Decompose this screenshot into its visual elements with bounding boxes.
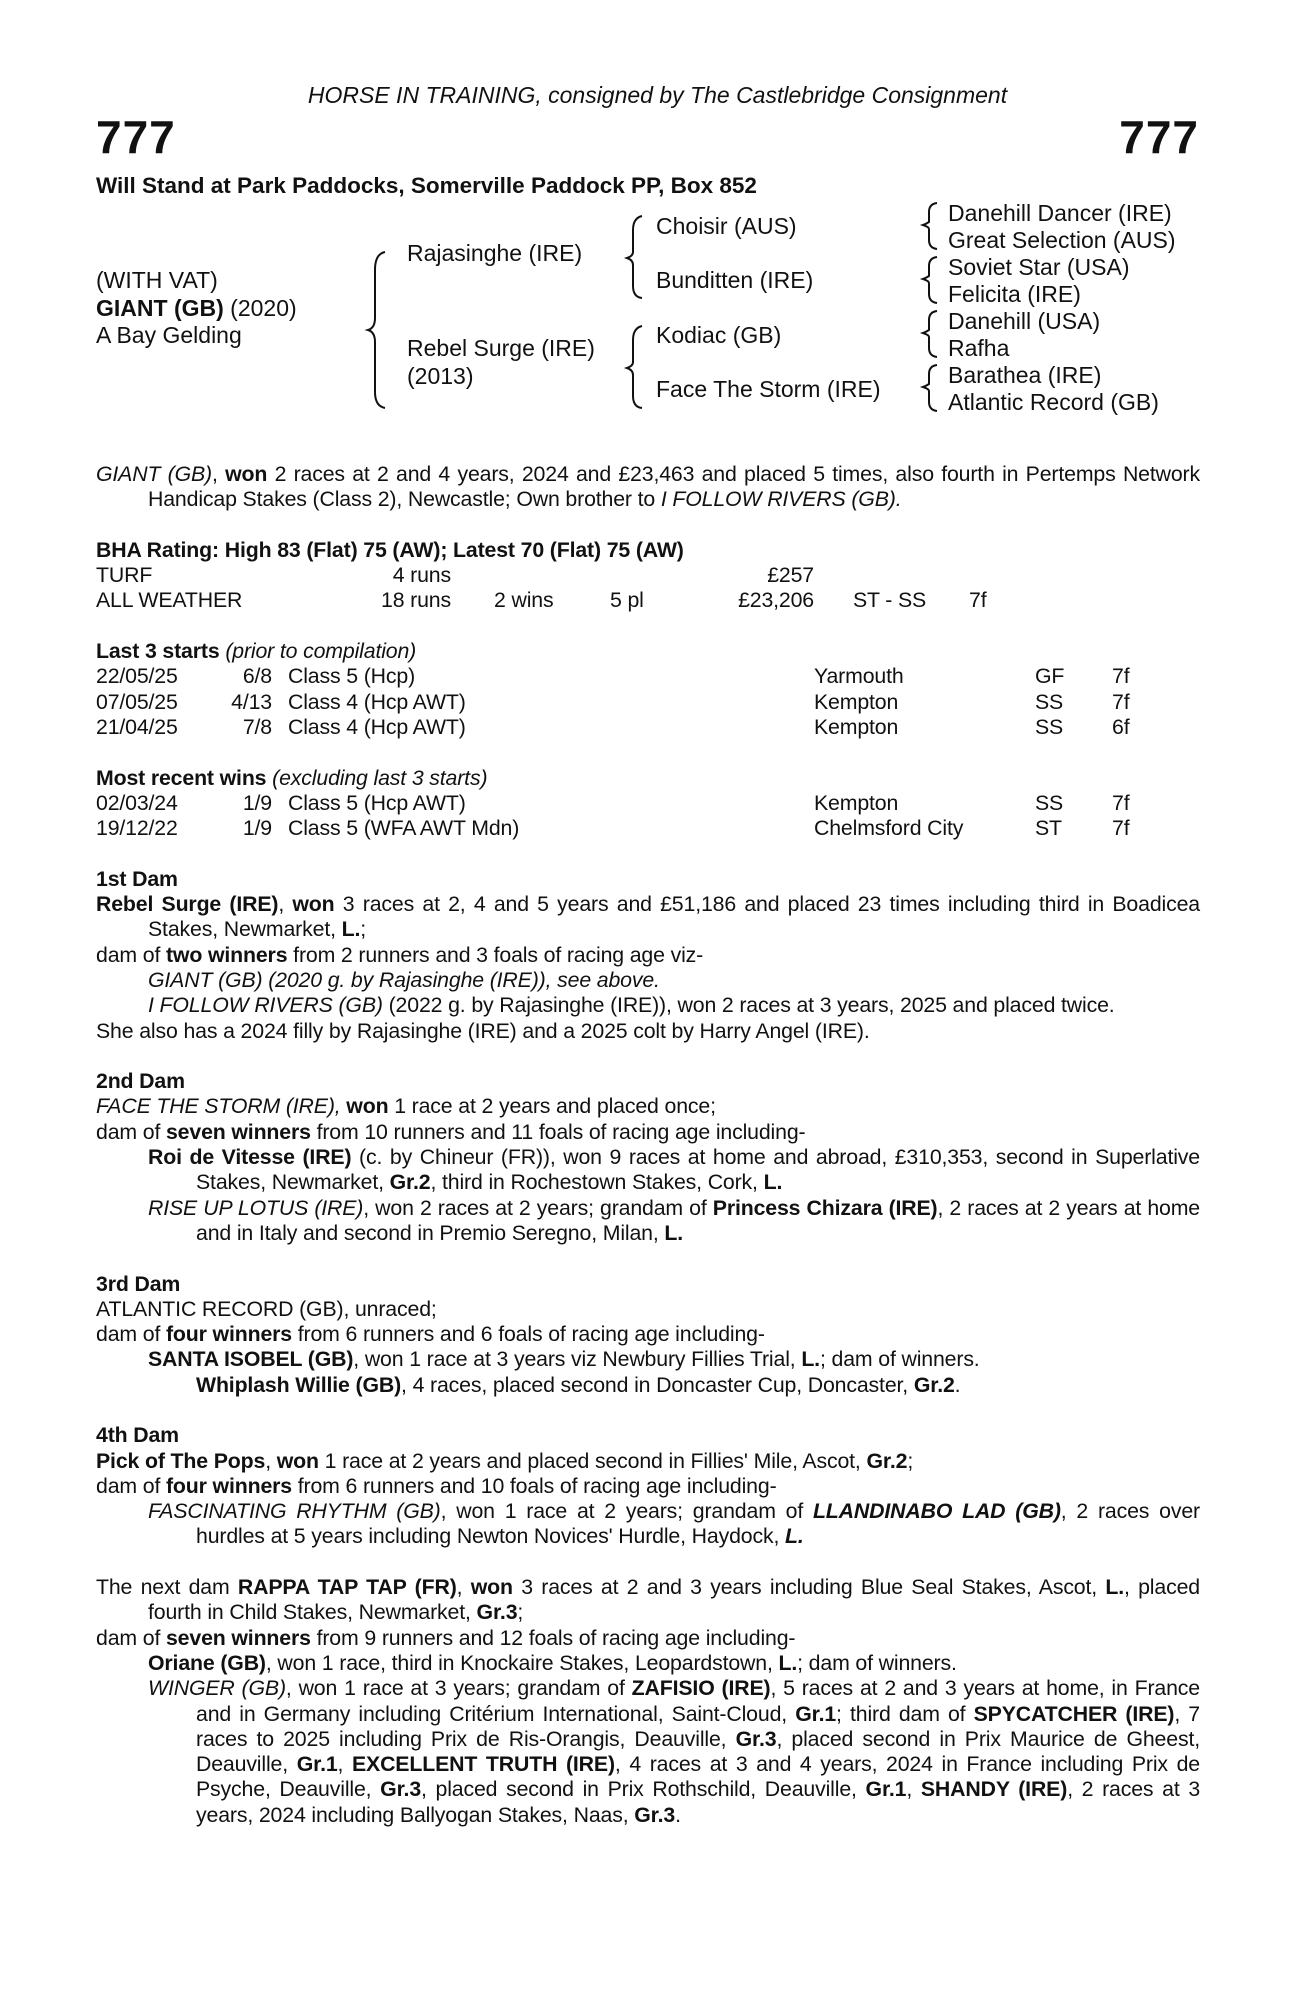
text-run: , won 1 race at 2 years; grandam of xyxy=(440,1499,813,1524)
text-run: won xyxy=(470,1575,513,1600)
result-pos: 4/13 xyxy=(231,689,272,714)
result-dist: 6f xyxy=(1112,714,1130,739)
text-run: Gr.1 xyxy=(795,1701,837,1726)
result-race: Class 5 (Hcp) xyxy=(288,664,416,689)
runs: 4 runs xyxy=(392,563,451,588)
lot-number-left: 777 xyxy=(96,111,176,163)
brace-sire xyxy=(627,216,642,298)
grandparent: Choisir (AUS) xyxy=(656,213,797,239)
result-dist: 7f xyxy=(1112,664,1130,689)
dam-section xyxy=(96,1575,1200,1828)
placed: 5 pl xyxy=(610,588,644,613)
result-pos: 6/8 xyxy=(242,664,272,689)
text-run: Gr.1 xyxy=(296,1752,338,1777)
dam-sections xyxy=(96,867,1200,1828)
race-summary xyxy=(96,462,1200,513)
text-run: (2022 g. by Rajasinghe (IRE)), won 2 races at 3 years, 2025 and placed twice. xyxy=(382,993,1115,1018)
text-run: , won 2 races at 2 years; grandam of xyxy=(363,1195,713,1220)
text-run: , 4 races, placed second in Doncaster Cup, Doncaster, xyxy=(401,1372,914,1397)
stabling-location: Will Stand at Park Paddocks, Somerville Paddock PP, Box 852 xyxy=(96,173,757,198)
last-starts-note: (prior to compilation) xyxy=(225,639,417,664)
dam-section xyxy=(96,1423,1200,1549)
text-run: . xyxy=(954,1372,961,1397)
text-run: L. xyxy=(785,1524,804,1549)
dam-section-title: 2nd Dam xyxy=(96,1069,185,1094)
recent-wins-note: (excluding last 3 starts) xyxy=(272,765,488,790)
lot-number-right: 777 xyxy=(1119,111,1199,163)
grandparent: Face The Storm (IRE) xyxy=(656,376,881,402)
text-run: Gr.3 xyxy=(634,1802,676,1827)
text-run: won xyxy=(276,1448,319,1473)
text-run: ; xyxy=(360,917,367,942)
text-run: 3 races at 2 and 3 years including Blue Seal Stakes, Ascot, xyxy=(512,1575,1106,1600)
text-run: dam of xyxy=(96,1119,166,1144)
text-run: seven winners xyxy=(165,1625,311,1650)
result-course: Kempton xyxy=(814,714,899,739)
result-going: SS xyxy=(1035,714,1064,739)
text-run: She also has a 2024 filly by Rajasinghe (IRE) and a 2025 colt by Harry Angel (IRE). xyxy=(96,1018,870,1043)
text-run: Gr.3 xyxy=(735,1726,777,1751)
grandparent: Bunditten (IRE) xyxy=(656,267,814,293)
text-run: SHANDY (IRE) xyxy=(920,1777,1068,1802)
text-run: , 7 races to 2025 including Prix de Ris-Orangis, Deauville, xyxy=(196,1701,1200,1751)
dam-section-title: 4th Dam xyxy=(96,1423,179,1448)
produce-record xyxy=(96,1449,1200,1474)
bha-rating: BHA Rating: High 83 (Flat) 75 (AW); Latest 70 (Flat) 75 (AW) xyxy=(96,537,684,562)
text-run: Gr.3 xyxy=(380,1777,422,1802)
text-run: two winners xyxy=(165,942,288,967)
text-run: ; xyxy=(907,1448,914,1473)
text-run: Rebel Surge (IRE) xyxy=(96,892,279,917)
text-run: , xyxy=(906,1777,921,1802)
text-run: 1 race at 2 years and placed second in Fillies' Mile, Ascot, xyxy=(318,1448,867,1473)
text-run: ; dam of winners. xyxy=(797,1650,957,1675)
result-date: 02/03/24 xyxy=(96,790,178,815)
result-going: SS xyxy=(1035,689,1064,714)
distance: 7f xyxy=(969,588,987,613)
result-date: 22/05/25 xyxy=(96,664,178,689)
vat-note: (WITH VAT) xyxy=(96,267,218,293)
catalogue-body xyxy=(96,462,1200,1828)
text-run: from 10 runners and 11 foals of racing age including- xyxy=(310,1119,806,1144)
text-run: (c. by Chineur (FR)), won 9 races at home and abroad, £310,353, second in Superlative Stakes, Newmarket, xyxy=(196,1145,1200,1195)
great-grandparent: Danehill Dancer (IRE) xyxy=(948,200,1172,226)
last-starts-heading xyxy=(96,639,1200,664)
recent-wins-table xyxy=(96,791,1200,842)
result-course: Yarmouth xyxy=(814,664,904,689)
brace-main xyxy=(368,252,385,408)
dam-section-title: 3rd Dam xyxy=(96,1271,181,1296)
result-row xyxy=(96,791,1200,816)
race-record-table xyxy=(96,563,1200,614)
produce-record xyxy=(96,1575,1200,1626)
text-run: Whiplash Willie (GB) xyxy=(196,1372,402,1397)
text-run: , third in Rochestown Stakes, Cork, xyxy=(430,1170,764,1195)
produce-record xyxy=(96,1120,1200,1145)
text-run: Gr.2 xyxy=(866,1448,908,1473)
text-run: The next dam xyxy=(96,1575,238,1600)
produce-record xyxy=(96,1145,1200,1196)
dam-section xyxy=(96,867,1200,1044)
text-run: GIANT (GB) xyxy=(96,462,213,486)
text-run: won xyxy=(225,462,268,486)
horse-name-line xyxy=(96,295,297,321)
dam-section-title: 1st Dam xyxy=(96,866,178,891)
prize-money: £257 xyxy=(767,563,814,588)
text-run: , xyxy=(278,892,293,917)
result-going: ST xyxy=(1035,816,1062,841)
result-dist: 7f xyxy=(1112,689,1130,714)
horse-name: GIANT (GB) xyxy=(96,295,224,321)
result-pos: 1/9 xyxy=(242,816,272,841)
text-run: won xyxy=(340,1094,389,1119)
great-grandparent: Atlantic Record (GB) xyxy=(948,389,1159,415)
result-row xyxy=(96,664,1200,689)
produce-record xyxy=(96,1474,1200,1499)
produce-record xyxy=(96,1651,1200,1676)
text-run: SPYCATCHER (IRE) xyxy=(973,1701,1175,1726)
surface: TURF xyxy=(96,563,153,588)
text-run: four winners xyxy=(165,1473,292,1498)
text-run: from 9 runners and 12 foals of racing age including- xyxy=(310,1625,796,1650)
great-grandparent: Great Selection (AUS) xyxy=(948,227,1176,253)
produce-record xyxy=(96,993,1200,1018)
text-run: I FOLLOW RIVERS (GB). xyxy=(660,487,902,512)
wins: 2 wins xyxy=(494,588,554,613)
runs: 18 runs xyxy=(381,588,451,613)
text-run: dam of xyxy=(96,1322,166,1347)
result-going: GF xyxy=(1035,664,1065,689)
result-race: Class 4 (Hcp AWT) xyxy=(288,714,466,739)
produce-record xyxy=(96,943,1200,968)
text-run: , won 1 race at 3 years viz Newbury Fillies Trial, xyxy=(353,1347,802,1372)
text-run: from 6 runners and 6 foals of racing age including- xyxy=(291,1322,765,1347)
text-run: ATLANTIC RECORD (GB), unraced; xyxy=(96,1296,437,1321)
text-run: RISE UP LOTUS (IRE) xyxy=(148,1195,364,1220)
text-run: ; xyxy=(517,1600,524,1625)
text-run: , won 1 race, third in Knockaire Stakes, Leopardstown, xyxy=(265,1650,779,1675)
text-run: 2 races at 2 and 4 years, 2024 and £23,463 and placed 5 times, also fourth in Pertemps Network Handicap Stakes (Class 2), Newcastle; Own brother to xyxy=(148,462,1200,512)
text-run: RAPPA TAP TAP (FR) xyxy=(237,1575,457,1600)
text-run: , placed second in Prix Rothschild, Deauville, xyxy=(421,1777,866,1802)
text-run: Roi de Vitesse (IRE) xyxy=(148,1145,352,1170)
text-run: dam of xyxy=(96,1625,166,1650)
great-grandparent: Danehill (USA) xyxy=(948,308,1101,334)
result-row xyxy=(96,816,1200,841)
result-pos: 7/8 xyxy=(242,714,272,739)
text-run: 1 race at 2 years and placed once; xyxy=(388,1094,716,1119)
result-row xyxy=(96,715,1200,740)
text-run: WINGER (GB) xyxy=(148,1676,286,1701)
result-row xyxy=(96,690,1200,715)
text-run: , xyxy=(212,462,226,486)
text-run: Gr.2 xyxy=(389,1170,431,1195)
text-run: FACE THE STORM (IRE), xyxy=(96,1094,341,1119)
text-run: , 2 races at 3 years, 2024 including Ballyogan Stakes, Naas, xyxy=(196,1777,1201,1827)
great-grandparent: Barathea (IRE) xyxy=(948,362,1102,388)
text-run: Oriane (GB) xyxy=(148,1650,266,1675)
text-run: I FOLLOW RIVERS (GB) xyxy=(148,993,383,1018)
surface: ALL WEATHER xyxy=(96,588,243,613)
produce-record xyxy=(96,1347,1200,1372)
consignment-header: HORSE IN TRAINING, consigned by The Castlebridge Consignment xyxy=(307,82,1008,108)
text-run: ZAFISIO (IRE) xyxy=(631,1676,771,1701)
brace-gg2 xyxy=(923,257,937,303)
result-course: Chelmsford City xyxy=(814,816,964,841)
dam: Rebel Surge (IRE) xyxy=(407,335,595,361)
text-run: Princess Chizara (IRE) xyxy=(712,1195,938,1220)
result-course: Kempton xyxy=(814,790,899,815)
text-run: , 2 races at 2 years at home and in Italy and second in Premio Seregno, Milan, xyxy=(196,1195,1201,1245)
result-date: 07/05/25 xyxy=(96,689,178,714)
text-run: seven winners xyxy=(165,1119,311,1144)
dam-year: (2013) xyxy=(407,363,474,389)
text-run: ; dam of winners. xyxy=(819,1347,980,1372)
produce-record xyxy=(96,1196,1200,1247)
text-run: , placed second in Prix Maurice de Gheest, Deauville, xyxy=(196,1726,1200,1777)
text-run: L. xyxy=(341,917,361,942)
produce-record xyxy=(96,968,1200,993)
text-run: FASCINATING RHYTHM (GB) xyxy=(148,1499,441,1524)
produce-record xyxy=(96,892,1200,943)
text-run: L. xyxy=(1105,1575,1125,1600)
brace-dam xyxy=(627,326,642,408)
recent-wins-title: Most recent wins xyxy=(96,765,267,790)
great-grandparent: Rafha xyxy=(948,335,1010,361)
text-run: L. xyxy=(778,1650,798,1675)
text-run: (2020 g. by Rajasinghe (IRE)), see above. xyxy=(262,967,660,992)
result-dist: 7f xyxy=(1112,790,1130,815)
produce-record xyxy=(96,1676,1200,1828)
text-run: ; third dam of xyxy=(836,1701,974,1726)
brace-gg3 xyxy=(923,311,937,357)
text-run: EXCELLENT TRUTH (IRE) xyxy=(351,1752,615,1777)
result-date: 19/12/22 xyxy=(96,816,178,841)
text-run: Gr.2 xyxy=(913,1372,955,1397)
result-dist: 7f xyxy=(1112,816,1130,841)
text-run: Pick of The Pops xyxy=(96,1448,266,1473)
brace-gg1 xyxy=(923,203,937,249)
great-grandparent: Felicita (IRE) xyxy=(948,281,1081,307)
text-run: from 2 runners and 3 foals of racing age viz- xyxy=(287,942,704,967)
result-date: 21/04/25 xyxy=(96,714,178,739)
record-row xyxy=(96,588,1200,613)
sire: Rajasinghe (IRE) xyxy=(407,240,583,266)
text-run: won xyxy=(292,892,335,917)
text-run: 3 races at 2, 4 and 5 years and £51,186 and placed 23 times including third in Boadicea Stakes, Newmarket, xyxy=(148,892,1200,942)
text-run: GIANT (GB) xyxy=(148,967,263,992)
foaling-year: (2020) xyxy=(230,295,297,321)
produce-record xyxy=(96,1626,1200,1651)
result-race: Class 5 (Hcp AWT) xyxy=(288,790,466,815)
text-run: . xyxy=(675,1802,681,1827)
text-run: dam of xyxy=(96,942,166,967)
text-run: dam of xyxy=(96,1473,166,1498)
produce-record xyxy=(96,1297,1200,1322)
horse-description: A Bay Gelding xyxy=(96,322,242,348)
text-run: , 5 races at 2 and 3 years at home, in France and in Germany including Critérium International, Saint-Cloud, xyxy=(196,1676,1200,1726)
text-run: L. xyxy=(801,1347,820,1372)
result-course: Kempton xyxy=(814,689,899,714)
text-run: L. xyxy=(763,1170,783,1195)
text-run: four winners xyxy=(165,1322,292,1347)
record-row xyxy=(96,563,1200,588)
produce-record xyxy=(96,1019,1200,1044)
prize-money: £23,206 xyxy=(738,588,814,613)
produce-record xyxy=(96,1094,1200,1119)
text-run: , 4 races at 3 and 4 years, 2024 in France including Prix de Psyche, Deauville, xyxy=(196,1752,1200,1802)
going: ST - SS xyxy=(853,588,927,613)
text-run: , xyxy=(337,1752,352,1777)
produce-record xyxy=(96,1499,1200,1550)
text-run: , xyxy=(265,1448,277,1473)
result-race: Class 4 (Hcp AWT) xyxy=(288,689,466,714)
dam-section xyxy=(96,1069,1200,1246)
result-race: Class 5 (WFA AWT Mdn) xyxy=(288,816,520,841)
great-grandparent: Soviet Star (USA) xyxy=(948,254,1130,280)
text-run: SANTA ISOBEL (GB) xyxy=(148,1347,354,1372)
text-run: , xyxy=(456,1575,471,1600)
produce-record xyxy=(96,1373,1200,1398)
result-pos: 1/9 xyxy=(242,790,272,815)
produce-record xyxy=(96,1322,1200,1347)
text-run: Gr.3 xyxy=(476,1600,518,1625)
recent-wins-heading xyxy=(96,766,1200,791)
last-starts-table xyxy=(96,664,1200,740)
text-run: Gr.1 xyxy=(865,1777,907,1802)
text-run: from 6 runners and 10 foals of racing age including- xyxy=(291,1473,777,1498)
text-run: , won 1 race at 3 years; grandam of xyxy=(285,1676,632,1701)
grandparent: Kodiac (GB) xyxy=(656,322,782,348)
text-run: , 2 races over hurdles at 5 years including Newton Novices' Hurdle, Haydock, xyxy=(196,1499,1200,1549)
brace-gg4 xyxy=(923,365,937,411)
last-starts-title: Last 3 starts xyxy=(96,639,220,664)
dam-section xyxy=(96,1272,1200,1398)
text-run: , placed fourth in Child Stakes, Newmarket, xyxy=(148,1575,1200,1625)
text-run: L. xyxy=(664,1220,684,1245)
text-run: LLANDINABO LAD (GB) xyxy=(812,1499,1061,1524)
result-going: SS xyxy=(1035,790,1064,815)
